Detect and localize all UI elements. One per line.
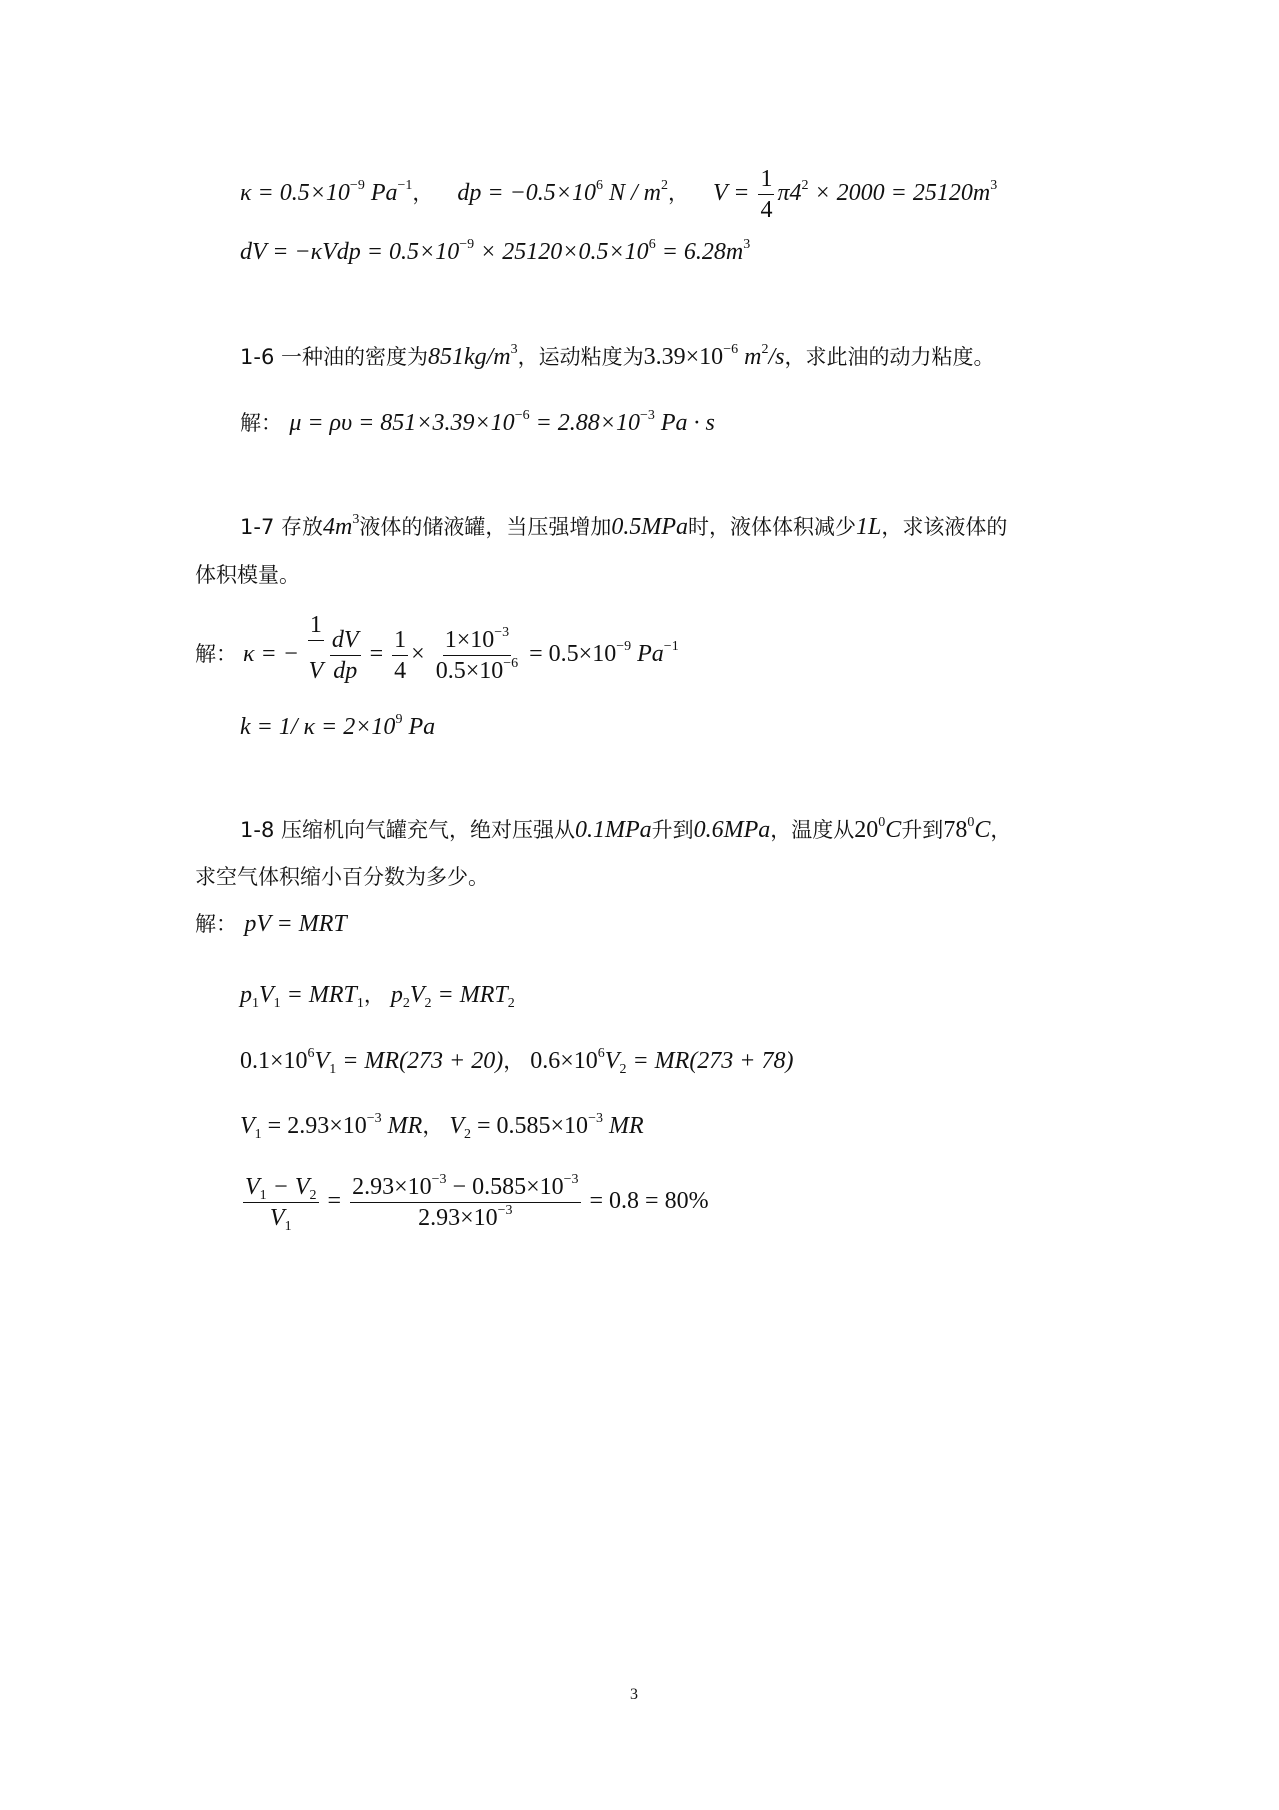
eq-sup: 3	[352, 512, 360, 527]
eq-sup: 0	[878, 815, 886, 830]
eq-sup: 6	[648, 237, 656, 252]
eq-sup: −6	[723, 342, 739, 357]
problem-text: 液体的储液罐，当压强增加	[359, 515, 612, 539]
eq-text: κ = 0.5×10	[240, 180, 350, 207]
eq-sup: −9	[616, 639, 632, 655]
problem-text: ，温度从	[770, 818, 855, 842]
solution-1-8-ratio: $\frac{V_1 - V_2}{V_1}$ = $\frac{2.93\times 10^{-3} - 0.585\times 10^{-3}}{2.93\times 10^{-3}}$ = 0.8 = 80%	[245, 1172, 709, 1234]
eq-sup: 3	[743, 237, 751, 252]
problem-1-6	[240, 342, 994, 372]
problem-text: 升到	[901, 818, 944, 842]
problem-text: 求空气体积缩小百分数为多少。	[195, 865, 489, 889]
solution-1-8-state-eqs: $p_1V_1 = MRT_1$， $p_2V_2 = MRT_2$	[240, 982, 515, 1011]
solution-1-7	[195, 610, 679, 701]
eq-text: dV = −κVdp = 0.5×10	[240, 239, 460, 265]
eq-sup: −9	[459, 237, 475, 252]
problem-text: ，运动粘度为	[517, 345, 644, 369]
fraction-volume-change: $\frac{1\times 10^{-3}}{0.5\times 10^{-6}}$	[435, 625, 519, 684]
eq-text: ，	[668, 181, 690, 206]
eq-text: × 2000 = 25120m	[808, 180, 991, 207]
eq-text: =	[369, 641, 384, 668]
problem-1-7-line1	[240, 512, 1007, 542]
problem-text: 1-7 存放	[240, 515, 323, 539]
problem-text: ，求此油的动力粘度。	[784, 345, 995, 369]
eq-text: m	[738, 344, 762, 370]
eq-text: 4m	[322, 514, 353, 540]
problem-text: 1-6 一种油的密度为	[240, 345, 428, 369]
eq-text: π4	[777, 180, 802, 207]
problem-text: ，	[990, 818, 1012, 842]
fraction-volume-ratio: $\frac{V_1 - V_2}{V_1}$	[245, 1174, 317, 1234]
fraction-1-over-v: $\frac{1}{V}$	[308, 612, 324, 684]
eq-sup: 2	[761, 342, 769, 357]
eq-sup: 3	[990, 178, 998, 194]
problem-1-8-line2	[195, 862, 489, 892]
eq-text: 851kg/m	[427, 344, 511, 370]
eq-text: dp = −0.5×10	[457, 180, 596, 207]
eq-text: × 25120×0.5×10	[474, 239, 649, 265]
eq-text: = 6.28m	[655, 239, 744, 265]
eq-text: Pa	[402, 714, 436, 740]
problem-text: 升到	[651, 818, 694, 842]
eq-text: ，	[412, 181, 434, 206]
eq-sup: −9	[349, 178, 365, 194]
problem-text: 时，液体体积减少	[687, 515, 856, 539]
solution-1-8-volumes: $V_1 = 2.93\times 10^{-3}$ MR， $V_2 = 0.585\times 10^{-3}$ MR	[240, 1111, 644, 1142]
eq-text: 1L	[855, 514, 882, 540]
problem-text: 体积模量。	[195, 563, 300, 587]
eq-sup: 2	[661, 178, 669, 194]
eq-text: /s	[768, 344, 785, 370]
eq-sup: 9	[395, 712, 403, 727]
eq-text: 0.1MPa	[574, 817, 652, 843]
eq-text: k = 1/ κ = 2×10	[240, 714, 396, 740]
eq-text: 20	[854, 817, 879, 843]
eq-sup: −1	[663, 639, 679, 655]
eq-text: V =	[713, 180, 750, 207]
eq-text: = 0.5×10	[529, 641, 617, 668]
eq-text: Pa	[631, 641, 664, 668]
eq-text: 0.5MPa	[611, 514, 688, 540]
eq-text: ×	[411, 641, 425, 668]
solution-1-7-bulk-modulus	[240, 712, 435, 742]
eq-sup: 3	[510, 342, 518, 357]
eq-text: 78	[943, 817, 968, 843]
problem-text: 1-8 压缩机向气罐充气，绝对压强从	[240, 818, 575, 842]
eq-text: 0.6MPa	[693, 817, 771, 843]
eq-text: κ = −	[243, 641, 299, 668]
fraction-numeric-ratio: $\frac{2.93\times 10^{-3} - 0.585\times 10^{-3}}{2.93\times 10^{-3}}$	[352, 1172, 579, 1231]
equation-line-1	[240, 164, 997, 225]
eq-sup: −6	[514, 408, 530, 423]
solution-label: 解：	[195, 642, 237, 667]
fraction-dv-dp: $\frac{dV}{dp}$	[331, 627, 359, 684]
page-number: 3	[630, 1686, 638, 1703]
solution-1-6	[240, 408, 715, 438]
eq-text: Pa · s	[654, 410, 715, 436]
solution-1-8	[195, 909, 347, 939]
problem-1-7-line2	[195, 560, 300, 590]
eq-text: 3.39×10	[643, 344, 724, 370]
problem-text: ，求该液体的	[881, 515, 1008, 539]
eq-sup: 6	[596, 178, 603, 194]
solution-1-8-values: $0.1\times 10^6V_1 = MR(273 + 20)$， $0.6\times 10^6V_2 = MR(273 + 78)$	[240, 1046, 794, 1077]
eq-sup: 0	[967, 815, 975, 830]
fraction-quarter: $\frac{1}{4}$	[394, 627, 407, 684]
eq-text: pV = MRT	[244, 911, 347, 937]
eq-sup: −3	[639, 408, 655, 423]
equation-line-2	[240, 237, 750, 267]
eq-sup: 2	[801, 178, 809, 194]
eq-text: C	[885, 817, 902, 843]
eq-text: N / m	[603, 180, 662, 207]
eq-text: μ = ρυ = 851×3.39×10	[289, 410, 515, 436]
eq-text: Pa	[364, 180, 398, 207]
solution-label: 解：	[195, 912, 237, 936]
eq-text: = 2.88×10	[529, 410, 640, 436]
problem-1-8-line1	[240, 815, 1011, 845]
eq-text: C	[974, 817, 991, 843]
eq-sup: −1	[397, 178, 413, 194]
solution-label: 解：	[240, 411, 282, 435]
fraction-quarter: $\frac{1}{4}$	[760, 166, 773, 223]
